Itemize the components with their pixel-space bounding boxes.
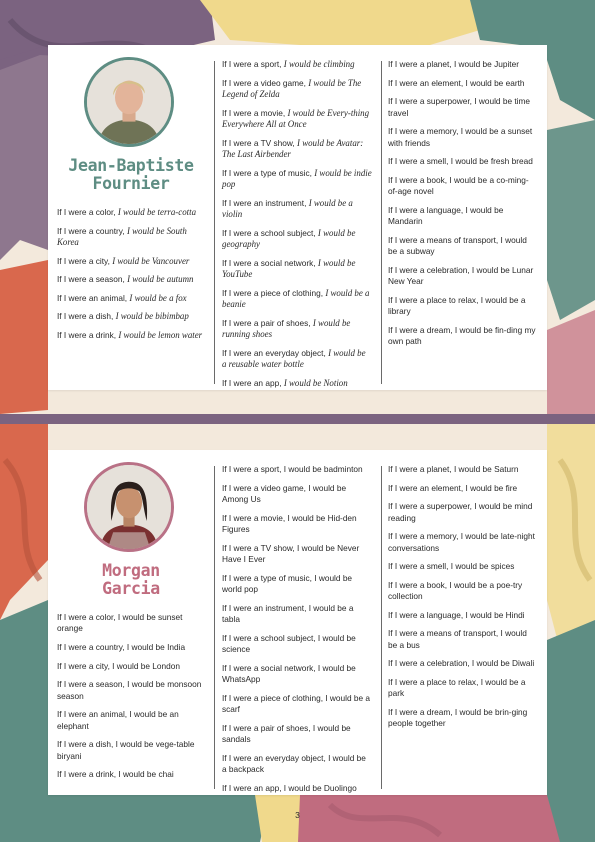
person-name-line2: Fournier <box>92 174 170 193</box>
avatar <box>84 462 174 552</box>
answers-column-3 <box>388 464 538 737</box>
list-item: If I were a place to relax, I would be a park <box>388 676 526 699</box>
list-item: If I were a video game, I would be The Legend of Zelda <box>222 77 362 99</box>
list-item: If I were a color, I would be terra-cotta <box>57 207 197 217</box>
list-item: If I were a dish, I would be vege-table biryani <box>57 739 195 761</box>
list-item: If I were a drink, I would be chai <box>57 769 174 780</box>
list-item: If I were an instrument, I would be a violin <box>222 197 353 219</box>
list-item: If I were a dream, I would be brin-ging people together <box>388 706 528 729</box>
list-item: If I were an app, I would be Duolingo <box>222 782 357 793</box>
list-item: If I were a language, I would be Mandarin <box>388 204 504 227</box>
list-item: If I were a color, I would be sunset orange <box>57 612 183 634</box>
list-item: If I were an animal, I would be an elephant <box>57 709 179 731</box>
list-item: If I were a pair of shoes, I would be sandals <box>222 722 351 744</box>
list-item: If I were a season, I would be autumn <box>57 274 194 285</box>
list-item: If I were a TV show, I would be Never Have I Ever <box>222 542 360 564</box>
list-item: If I were a piece of clothing, I would be a scarf <box>222 692 371 714</box>
list-item: If I were an instrument, I would be a tabla <box>222 602 354 624</box>
list-item: If I were a planet, I would be Jupiter <box>388 59 519 69</box>
list-item: If I were a social network, I would be YouTube <box>222 257 356 279</box>
list-item: If I were a book, I would be a poe-try collection <box>388 579 523 602</box>
profile-card-2 <box>48 450 547 795</box>
list-item: If I were a drink, I would be lemon water <box>57 329 203 340</box>
answers-column-2 <box>222 59 372 396</box>
list-item: If I were a sport, I would be badminton <box>222 464 363 474</box>
page-number: 3 <box>295 810 300 820</box>
list-item: If I were a city, I would be London <box>57 660 180 671</box>
column-divider <box>381 466 382 789</box>
list-item: If I were a pair of shoes, I would be running shoes <box>222 317 351 339</box>
list-item: If I were a superpower, I would be mind reading <box>388 501 533 523</box>
list-item: If I were an element, I would be earth <box>388 77 525 88</box>
column-divider <box>214 61 215 384</box>
person-name <box>48 562 214 598</box>
section-divider <box>0 414 595 424</box>
list-item: If I were an animal, I would be a fox <box>57 292 187 303</box>
avatar <box>84 57 174 147</box>
answers-column-3 <box>388 59 538 355</box>
list-item: If I were an app, I would be Notion <box>222 377 348 388</box>
list-item: If I were an element, I would be fire <box>388 482 518 493</box>
list-item: If I were a means of transport, I would be a subway <box>388 234 527 257</box>
list-item: If I were a season, I would be monsoon season <box>57 679 202 701</box>
list-item: If I were a celebration, I would be Lunar New Year <box>388 264 534 287</box>
person-name-line2: Garcia <box>102 579 160 598</box>
list-item: If I were a piece of clothing, I would be a beanie <box>222 287 370 309</box>
list-item: If I were an everyday object, I would be a backpack <box>222 752 366 774</box>
list-item: If I were an everyday object, I would be a reusable water bottle <box>222 347 366 369</box>
list-item: If I were a city, I would be Vancouver <box>57 255 190 266</box>
list-item: If I were a celebration, I would be Diwali <box>388 658 535 669</box>
column-divider <box>214 466 215 789</box>
column-divider <box>381 61 382 384</box>
list-item: If I were a means of transport, I would be a bus <box>388 628 527 650</box>
list-item: If I were a type of music, I would be world pop <box>222 572 353 594</box>
list-item: If I were a smell, I would be fresh bread <box>388 156 533 167</box>
list-item: If I were a place to relax, I would be a library <box>388 294 526 317</box>
answers-column-1 <box>57 207 210 349</box>
person-name <box>48 157 214 193</box>
list-item: If I were a movie, I would be Every-thing Everywhere All at Once <box>222 107 370 129</box>
list-item: If I were a type of music, I would be indie pop <box>222 167 372 189</box>
list-item: If I were a sport, I would be climbing <box>222 59 355 69</box>
profile-card-1 <box>48 45 547 390</box>
list-item: If I were a school subject, I would be geography <box>222 227 356 249</box>
list-item: If I were a book, I would be a co-ming-of-age novel <box>388 174 529 197</box>
list-item: If I were a movie, I would be Hid-den Figures <box>222 512 357 534</box>
list-item: If I were a memory, I would be late-night conversations <box>388 531 535 553</box>
list-item: If I were a superpower, I would be time travel <box>388 96 531 118</box>
list-item: If I were a planet, I would be Saturn <box>388 464 519 474</box>
list-item: If I were a dream, I would be fin-ding my own path <box>388 324 536 347</box>
list-item: If I were a TV show, I would be Avatar: The Last Airbender <box>222 137 364 159</box>
person-name-line1: Morgan <box>102 561 160 580</box>
list-item: If I were a country, I would be South Korea <box>57 225 187 247</box>
list-item: If I were a smell, I would be spices <box>388 561 515 572</box>
list-item: If I were a school subject, I would be science <box>222 632 356 654</box>
list-item: If I were a dish, I would be bibimbap <box>57 311 189 322</box>
answers-column-2 <box>222 464 372 801</box>
person-name-line1: Jean-Baptiste <box>68 156 194 175</box>
list-item: If I were a language, I would be Hindi <box>388 609 525 620</box>
answers-column-1 <box>57 612 210 788</box>
list-item: If I were a video game, I would be Among Us <box>222 482 347 504</box>
list-item: If I were a memory, I would be a sunset with friends <box>388 126 533 148</box>
list-item: If I were a social network, I would be WhatsApp <box>222 662 356 684</box>
list-item: If I were a country, I would be India <box>57 642 186 652</box>
